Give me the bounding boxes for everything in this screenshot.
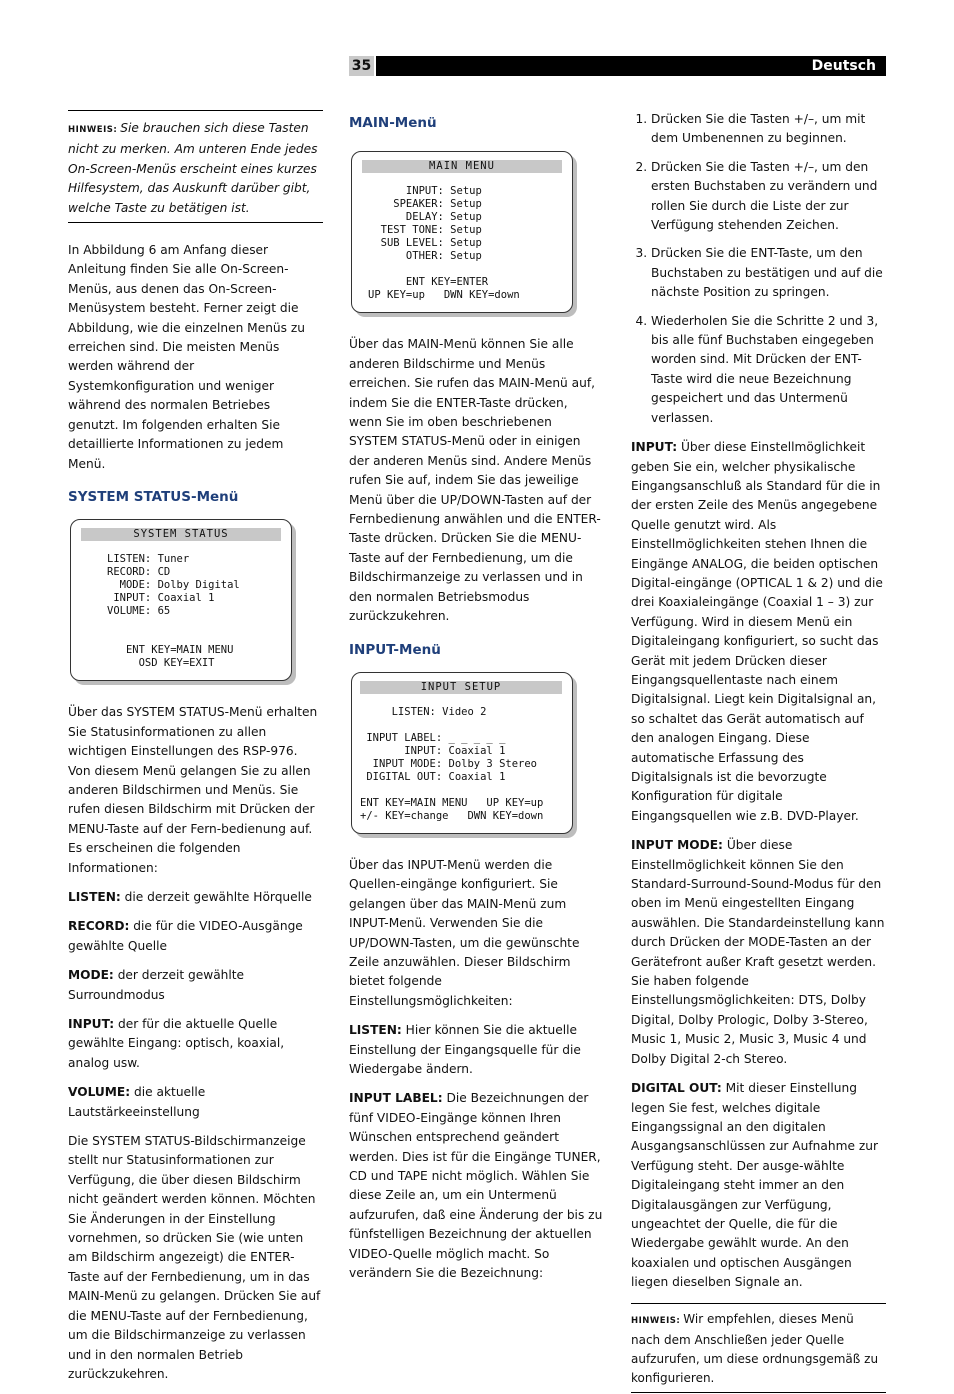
input-mode-item <box>631 836 886 1069</box>
note-label: HINWEIS: <box>68 125 118 135</box>
page-number: 35 <box>349 56 374 76</box>
status-term: RECORD: <box>68 919 130 934</box>
status-text: die derzeit gewählte Hörquelle <box>124 889 312 904</box>
language-header: Deutsch <box>376 56 886 76</box>
input-menu-heading: INPUT-Menü <box>349 641 441 658</box>
status-item <box>68 888 323 907</box>
system-status-description: Über das SYSTEM STATUS-Menü erhalten Sie Statusinformationen zu allen wichtigen Einstellungen des RSP-976. Von diesem Menü gelangen Sie zu allen anderen Bildschirmen und Menüs. Sie rufen diesen Bildschirm mit Drücken der MENU-Taste auf der Fern-bedienung auf. Es erscheinen die folgenden Informationen: <box>68 705 318 875</box>
input-mode-text: Über diese Einstellmöglichkeit können Sie den Standard-Surround-Sound-Modus für den oben im Menü eingestellten Eingang auswählen. Die Standardeinstellung kann durch Drücken der MODE-Tasten an der Gerätefront außer Kraft gesetzt werden. Sie haben folgende Einstellungsmöglichkeiten: DTS, Dolby Digital, Dolby Prologic, Dolby 3-Stereo, Music 1, Music 2, Music 3, Music 4 und Dolby Digital 2-ch Stereo. <box>631 838 885 1066</box>
status-item <box>68 1083 323 1122</box>
column-right <box>631 110 886 1393</box>
intro-paragraph: In Abbildung 6 am Anfang dieser Anleitung finden Sie alle On-Screen-Menüs, aus denen das On-Screen-Menüsystem besteht. Ferner zeigt die Abbildung, wie die einzelnen Menüs zu erreichen sind. Die meisten Menüs werden während der Systemkonfiguration und weniger während des normalen Betriebes genutzt. Im folgenden erhalten Sie detaillierte Informationen zu jedem Menü. <box>68 243 305 471</box>
system-status-screen <box>70 519 292 681</box>
note-text: Wir empfehlen, dieses Menü nach dem Anschließen jeder Quelle aufzurufen, um diese ordnungsgemäß zu konfigurieren. <box>631 1311 879 1385</box>
status-term: MODE: <box>68 968 114 983</box>
column-middle <box>349 110 604 1293</box>
status-item <box>68 917 323 956</box>
status-text: der für die aktuelle Quelle gewählte Eingang: optisch, koaxial, analog usw. <box>68 1017 285 1070</box>
screen-title: SYSTEM STATUS <box>81 528 281 541</box>
screen-body: INPUT: Setup SPEAKER: Setup DELAY: Setup TEST TONE: Setup SUB LEVEL: Setup OTHER: Setup ENT KEY=ENTER UP KEY=up DWN KEY=down <box>368 185 520 302</box>
listen-term: LISTEN: <box>349 1023 402 1038</box>
status-term: INPUT: <box>68 1017 115 1031</box>
input-text: Über diese Einstellmöglichkeit geben Sie ein, welcher physikalische Eingangsanschluß als Standard für die in der ersten Zeile des Menüs angegebene Quelle genutzt wird. Als Einstellmöglichkeiten stehen Ihnen die Eingänge ANALOG, die beiden optischen Digital-eingänge (OPTICAL 1 & 2) und die drei Koaxialeingänge (Coaxial 1 – 3) zur Verfügung. Wird in diesem Menü ein Digitaleingang konfiguriert, so sucht das Gerät mit jedem Drücken dieser Eingangsquellentaste nach einem Digitalsignal. Liegt kein Digitalsignal an, so schaltet das Gerät automatisch auf den analogen Eingang. Diese automatische Erfassung des Digitalsignals ist die bevorzugte Konfiguration für digitale Eingangsquellen wie z.B. DVD-Player. <box>631 440 883 823</box>
main-menu-screen <box>351 151 573 313</box>
input-label-text: Die Bezeichnungen der fünf VIDEO-Eingänge können Ihren Wünschen entsprechend geändert werden. Dies ist für die Eingänge TUNER, CD und TAPE nicht möglich. Wählen Sie diese Zeile an, um ein Untermenü aufzurufen, daß eine Änderung der bis zu fünfstelligen Bezeichnung der aktuellen VIDEO-Quelle möglich macht. So verändern Sie die Bezeichnung: <box>349 1091 603 1281</box>
screen-title: MAIN MENU <box>362 160 562 173</box>
status-item <box>68 966 323 1005</box>
status-text: die aktuelle Lautstärkeeinstellung <box>68 1085 206 1119</box>
note-label: HINWEIS: <box>631 1315 681 1326</box>
note-box <box>68 110 323 223</box>
input-mode-term: INPUT MODE: <box>631 838 723 853</box>
listen-text: Hier können Sie die aktuelle Einstellung der Eingangsquelle für die Wiedergabe ändern. <box>349 1023 581 1076</box>
input-menu-description: Über das INPUT-Menü werden die Quellen-eingänge konfiguriert. Sie gelangen über das MAIN-Menü zum INPUT-Menü. Verwenden Sie die UP/DOWN-Tasten, um die gewünschte Zeile anzuwählen. Dieser Bildschirm bietet folgende Einstellungsmöglichkeiten: <box>349 857 580 1008</box>
step-item: 3. Drücken Sie die ENT-Taste, um den Buchstaben zu bestätigen und auf die nächste Position zu springen. <box>651 244 886 302</box>
status-term: LISTEN: <box>68 889 121 904</box>
input-item <box>631 438 886 826</box>
main-menu-description: Über das MAIN-Menü können Sie alle anderen Bildschirme und Menüs erreichen. Sie rufen das MAIN-Menü auf, indem Sie die ENTER-Taste drücken, wenn Sie im oben beschriebenen SYSTEM STATUS-Menü oder in einigen der anderen Menüs sind. Andere Menüs rufen Sie auf, indem Sie das jeweilige Menü über die UP/DOWN-Tasten auf der Fernbedienung anwählen und die ENTER-Taste drücken. Drücken Sie die MENU-Taste auf der Fernbedienung, um die Bildschirmanzeige zu verlassen und in den normalen Betriebsmodus zurückzukehren. <box>349 337 601 624</box>
input-label-item <box>349 1089 604 1283</box>
status-text: der derzeit gewählte Surroundmodus <box>68 968 245 1002</box>
step-item: 1. Drücken Sie die Tasten +/–, um mit dem Umbenennen zu beginnen. <box>651 110 886 149</box>
input-setup-screen <box>351 672 573 834</box>
note-box <box>631 1303 886 1393</box>
main-menu-heading: MAIN-Menü <box>349 115 437 131</box>
note-text: Sie brauchen sich diese Tasten nicht zu merken. Am unteren Ende jedes On-Screen-Menüs erscheint eines kurzes Hilfesystem, das Auskunft darüber gibt, welche Taste zu betätigen ist. <box>68 121 318 215</box>
screen-title: INPUT SETUP <box>360 681 562 694</box>
step-item: 4. Wiederholen Sie die Schritte 2 und 3, bis alle fünf Buchstaben eingegeben worden sind. Mit Drücken der ENT-Taste wird die neue Bezeichnung gespeichert und das Untermenü verlassen. <box>651 312 886 428</box>
digital-out-term: DIGITAL OUT: <box>631 1081 722 1096</box>
column-left <box>68 110 323 1394</box>
system-status-heading: SYSTEM STATUS-Menü <box>68 488 239 505</box>
input-label-term: INPUT LABEL: <box>349 1091 443 1106</box>
listen-item <box>349 1021 604 1079</box>
status-item <box>68 1015 323 1073</box>
status-term: VOLUME: <box>68 1085 131 1100</box>
step-item: 2. Drücken Sie die Tasten +/–, um den ersten Buchstaben zu verändern und rollen Sie durch die Liste der zur Verfügung stehenden Zeichen. <box>651 158 886 236</box>
input-term: INPUT: <box>631 440 678 455</box>
digital-out-item <box>631 1079 886 1292</box>
closing-paragraph: Die SYSTEM STATUS-Bildschirmanzeige stellt nur Statusinformationen zur Verfügung, die über diesen Bildschirm nicht geändert werden können. Möchten Sie Änderungen in der Einstellung vornehmen, so drücken Sie (wie unten am Bildschirm angezeigt) die ENTER-Taste auf der Fernbedienung, um in das MAIN-Menü zu gelangen. Drücken Sie auf die MENU-Taste auf der Fernbedienung, um die Bildschirmanzeige zu verlassen und in den normalen Betrieb zurückzukehren. <box>68 1134 321 1381</box>
screen-body: LISTEN: Tuner RECORD: CD MODE: Dolby Digital INPUT: Coaxial 1 VOLUME: 65 ENT KEY=MAIN MENU OSD KEY=EXIT <box>107 553 240 670</box>
status-text: die für die VIDEO-Ausgänge gewählte Quelle <box>68 919 303 953</box>
digital-out-text: Mit dieser Einstellung legen Sie fest, welches digitale Eingangssignal an den digitalen Ausgangsanschlüssen zur Aufnahme zur Verfügung steht. Der ausge-wählte Digitaleingang steht immer an den Digitalausgängen zur Verfügung, ungeachtet der Quelle, die für die Wiedergabe gewählt wurde. An den koaxialen und optischen Ausgängen liegen dieselben Signale an. <box>631 1081 878 1290</box>
rename-steps <box>631 110 886 428</box>
screen-body: LISTEN: Video 2 INPUT LABEL: _ _ _ _ _ INPUT: Coaxial 1 INPUT MODE: Dolby 3 Stereo DIGITAL OUT: Coaxial 1 ENT KEY=MAIN MENU UP KEY=up +/- KEY=change DWN KEY=down <box>360 705 544 822</box>
